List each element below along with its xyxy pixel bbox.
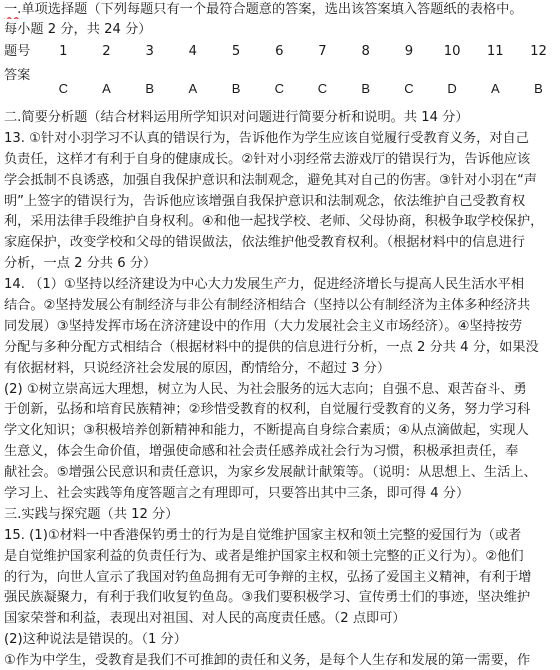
section2-line: 结合。②坚持发展公有制经济与非公有制经济相结合（坚持以公有制经济为主体多种经济共 <box>4 298 531 313</box>
question-number: 5 <box>231 44 241 59</box>
section2-line: 分析，一点 2 分共 6 分） <box>4 256 157 272</box>
section3-line: ①作为中学生，受教育是我们不可推卸的责任和义务，是每个人生存和发展的第一需要，作 <box>4 653 531 668</box>
section2-line: 13. ①针对小羽学习不认真的错误行为，告诉他作为学生应该自觉履行受教育义务，对自己 <box>4 130 529 146</box>
question-number: 3 <box>145 44 154 59</box>
section2-line: 学文化知识；③积极培养创新精神和能力，不断提高自身综合素质；④从点滴做起，实现人 <box>4 423 529 439</box>
section1-title <box>4 1 557 19</box>
section2-line: 生意义，体会生命价值，增强使命感和社会责任感养成社会行为习惯，积极承担责任，奉 <box>4 444 519 460</box>
answer-letter: B <box>361 81 371 96</box>
section2-line: 有依据材料，只说经济社会发展的原因，酌情给分，不超过 3 分） <box>4 360 391 376</box>
answer-letter: D <box>447 81 457 96</box>
section1-number: 一. <box>4 2 22 17</box>
answer-letter: A <box>188 81 198 96</box>
answer-letter: A <box>490 81 500 96</box>
section2-line: 利，采用法律手段维护自身权利。④和他一起找学校、老师、父母协商，积极争取学校保护， <box>4 214 544 230</box>
section2-line: 明”上签字的错误行为，告诉他应该增强自我保护意识和法制观念，依法维护自己受教育权 <box>4 193 526 209</box>
question-number-label: 题号 <box>4 44 31 59</box>
question-number: 8 <box>361 44 370 59</box>
answer-letter: C <box>317 81 328 96</box>
section2-line: 学会抵制不良诱惑，加强自我保护意识和法制观念，避免其对自己的伤害。③针对小羽在“声 <box>4 172 537 188</box>
question-number: 12 <box>530 44 547 59</box>
section3-line: (2)这种说法是错误的。（1 分） <box>4 632 187 648</box>
section2-line: 学习上、社会实践等角度答题言之有理即可，只要答出其中三条，即可得 4 分） <box>4 485 470 501</box>
section3-line: 是自觉维护国家利益的负责任行为、或者是维护国家主权和领土完整的正义行为）。②他们 <box>4 548 524 564</box>
section2-line: 14. （1）①坚持以经济建设为中心大力发展生产力，促进经济增长与提高人民生活水平相 <box>4 277 525 293</box>
answer-label: 答案 <box>4 68 31 83</box>
section3-line: 强民族凝聚力，有利于我们收复钓鱼岛。③我们要积极学习、宣传勇士们的事迹，坚决维护 <box>4 590 531 606</box>
question-number: 4 <box>188 44 198 59</box>
section2-line: (2) ①树立崇高远大理想，树立为人民、为社会服务的远大志向；自强不息、艰苦奋斗、勇 <box>4 381 527 397</box>
answer-letter: B <box>534 81 543 96</box>
section2-line: 献社会。⑤增强公民意识和责任意识，为家乡发展献计献策等。（说明：从思想上、生活上、 <box>4 465 537 480</box>
question-number: 9 <box>404 44 414 59</box>
section3-line: 的行为，向世人宣示了我国对钓鱼岛拥有无可争辩的主权，弘扬了爱国主义精神，有利于增 <box>4 569 532 585</box>
section2-title: 二.简要分析题（结合材料运用所学知识对问题进行简要分析和说明。共 14 分） <box>4 110 469 125</box>
answer-letter: C <box>274 81 284 96</box>
section2-line: 分配与多种分配方式相结合（根据材料中的提供的信息进行分析，一点 2 分共 4 分，如果没 <box>4 339 539 355</box>
section2-line: 于创新，弘扬和培育民族精神；②珍惜受教育的权利，自觉履行受教育的义务，努力学习科 <box>4 402 531 418</box>
question-number: 1 <box>59 44 68 59</box>
question-number: 2 <box>102 44 111 59</box>
question-number: 10 <box>443 44 461 59</box>
section1-subtitle: 每小题 2 分，共 24 分） <box>4 22 152 37</box>
section2-line: 负责任，这样才有利于自身的健康成长。②针对小羽经常去游戏厅的错误行为，告诉他应该 <box>4 151 531 167</box>
question-number: 11 <box>486 44 504 59</box>
answer-letters-row <box>4 80 560 98</box>
question-number: 6 <box>275 44 284 59</box>
answer-letter: B <box>145 81 154 96</box>
section2-line: 同发展）③坚持发挥市场在济济建设中的作用（大力发展社会主义市场经济）。④坚持按劳 <box>4 318 523 334</box>
answer-letter: A <box>102 81 111 96</box>
section2-line: 家庭保护，改变学校和父母的错误做法，依法维护他受教育权利。（根据材料中的信息进行 <box>4 235 525 251</box>
question-number: 7 <box>318 44 327 59</box>
section3-line: 国家荣誉和利益，表现出对祖国、对人民的高度责任感。（2 点即可） <box>4 611 406 627</box>
section1-title-text: 单项选择题（下列每题只有一个最符合题意的答案，选出该答案填入答题纸的表格中。 <box>21 2 523 17</box>
section3-title: 三.实践与探究题（共 12 分） <box>4 506 179 522</box>
answer-letter: C <box>404 81 414 96</box>
section3-line: 15. (1)①材料一中香港保钓勇士的行为是自觉维护国家主权和领土完整的爱国行为（或者 <box>4 527 522 543</box>
question-number-row <box>4 43 560 61</box>
answer-letter: C <box>58 81 68 96</box>
answer-letter: B <box>231 81 241 96</box>
